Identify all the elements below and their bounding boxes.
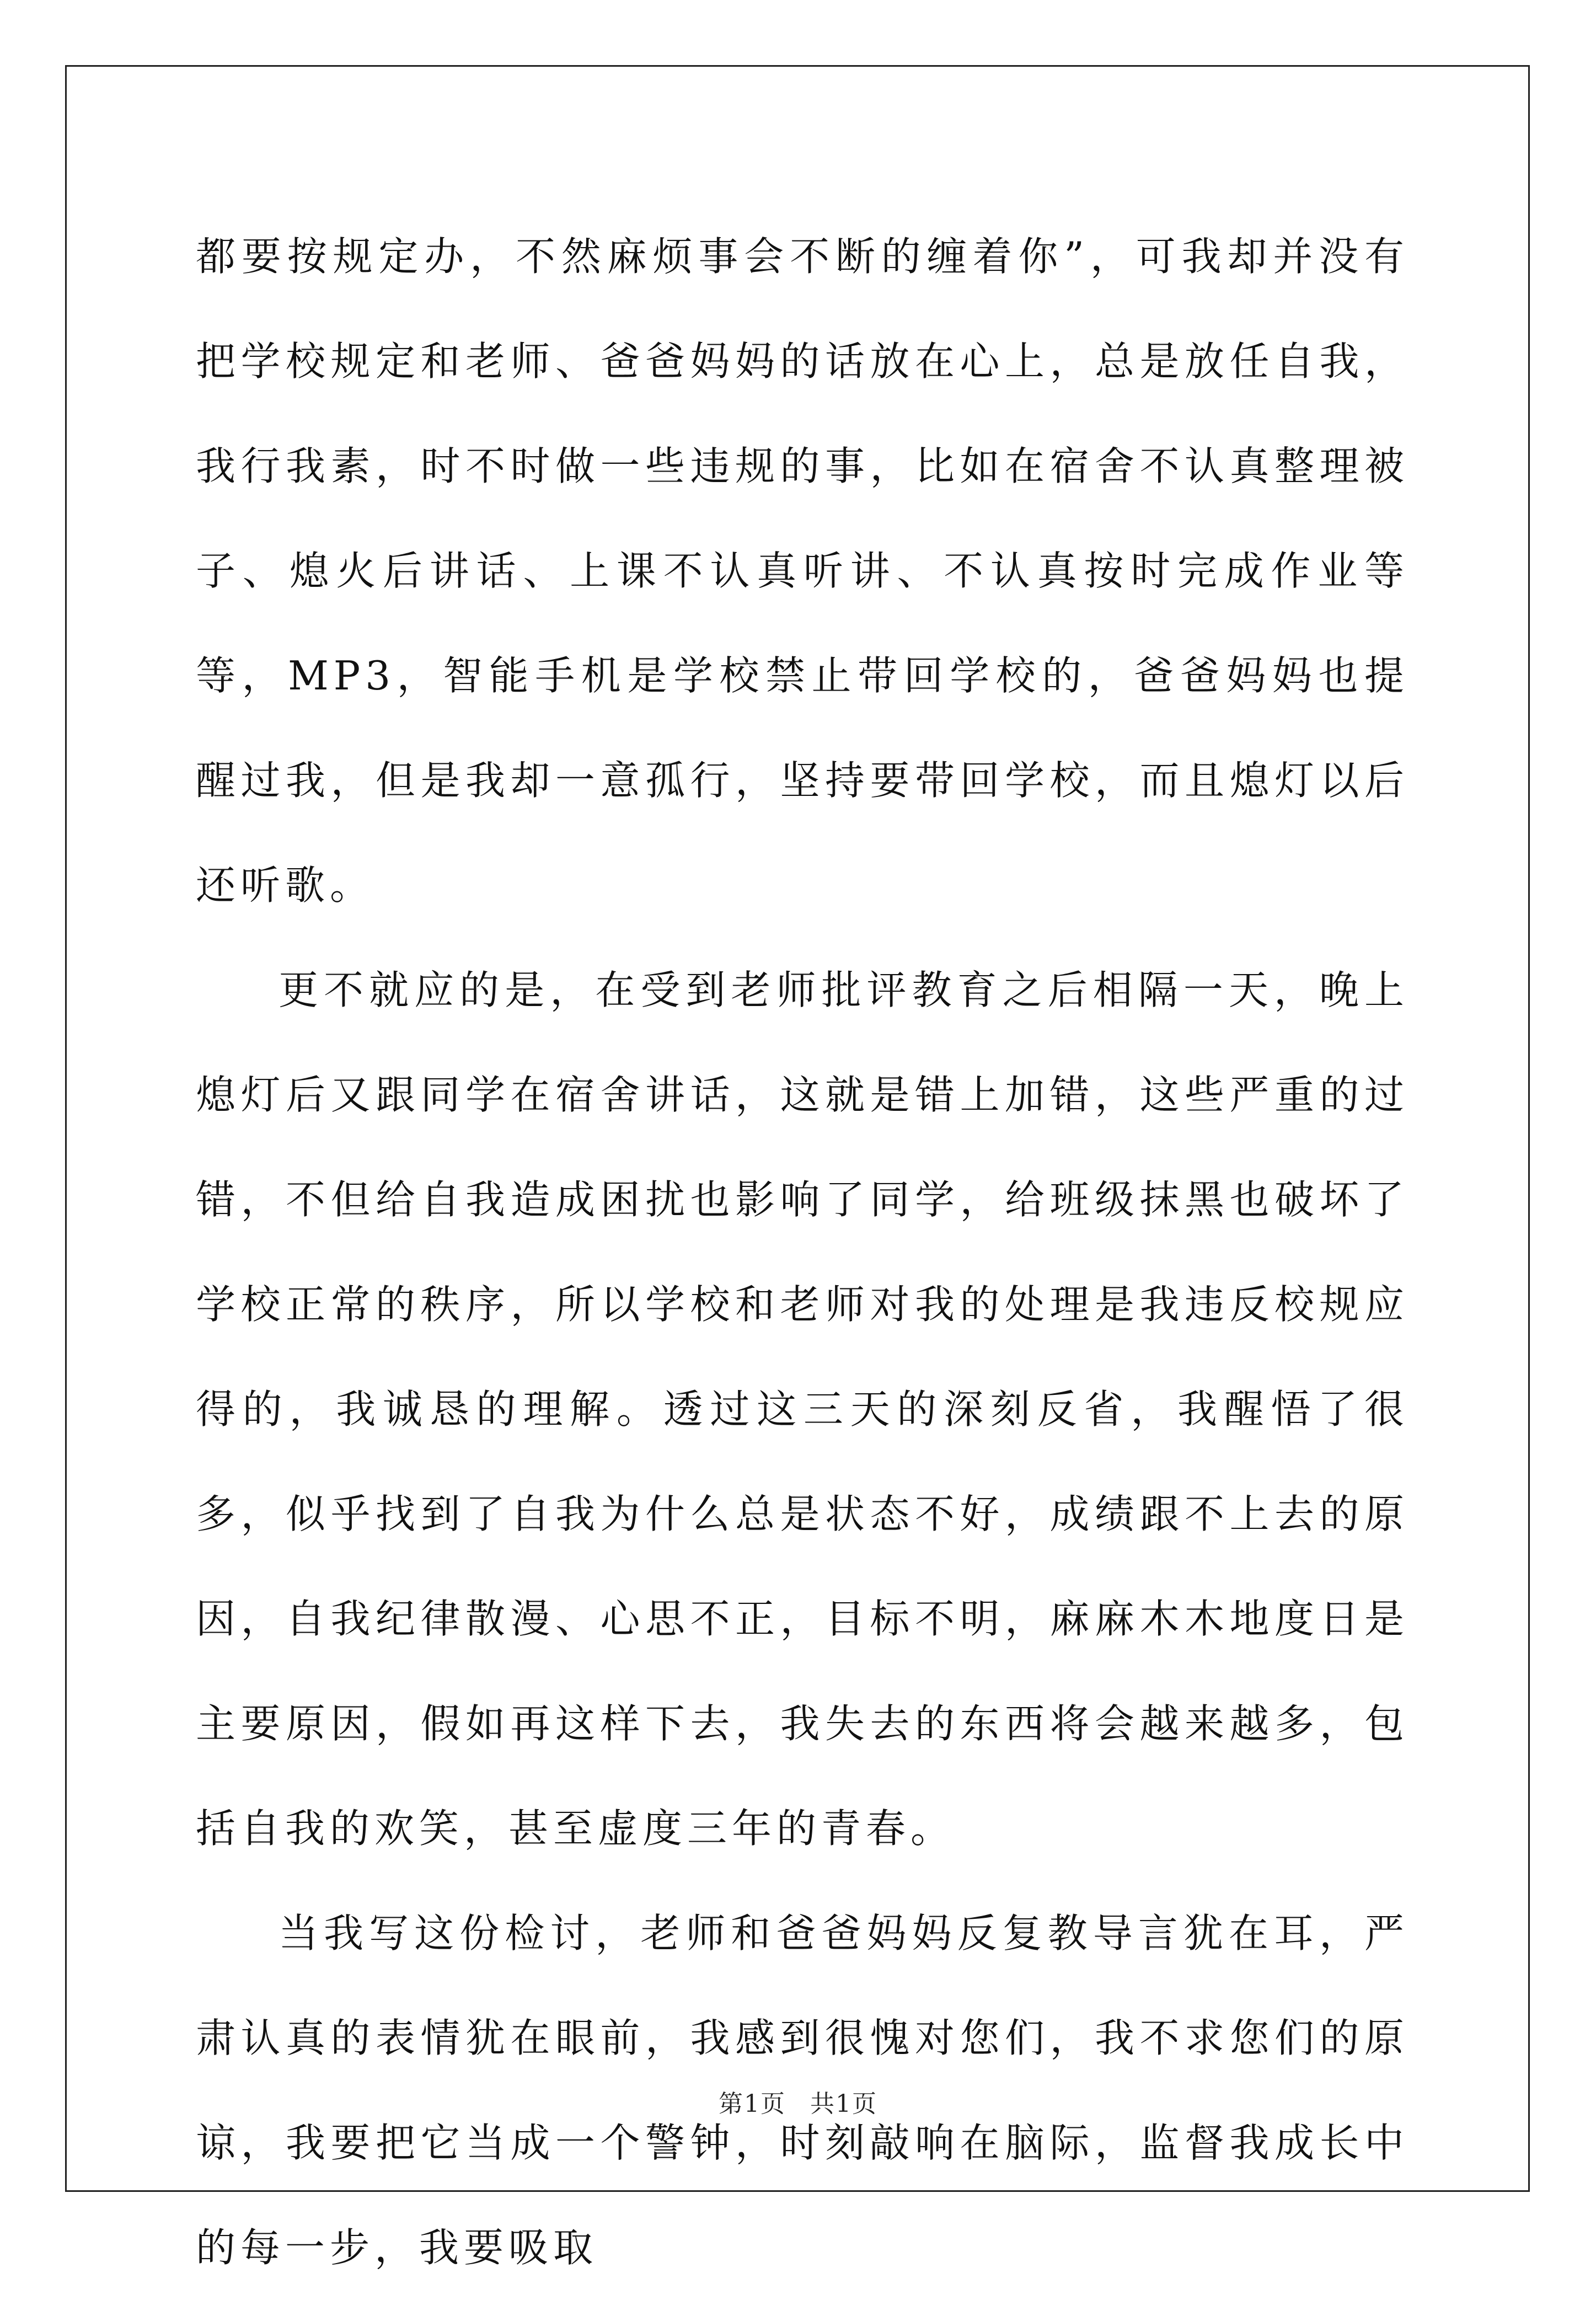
page-number-current: 第1页 [719,2090,786,2118]
page-number-total: 共1页 [810,2090,877,2118]
document-body [196,204,1409,2300]
page-footer [0,2084,1596,2119]
paragraph-2: 更不就应的是，在受到老师批评教育之后相隔一天，晚上熄灯后又跟同学在宿舍讲话，这就是错上加错，这些严重的过错，不但给自我造成困扰也影响了同学，给班级抹黑也破坏了学校正常的秩序，所以学校和老师对我的处理是我违反校规应得的，我诚恳的理解。透过这三天的深刻反省，我醒悟了很多，似乎找到了自我为什么总是状态不好，成绩跟不上去的原因，自我纪律散漫、心思不正，目标不明，麻麻木木地度日是主要原因，假如再这样下去，我失去的东西将会越来越多，包括自我的欢笑，甚至虚度三年的青春。 [196,967,1409,1852]
paragraph-1: 都要按规定办，不然麻烦事会不断的缠着你”，可我却并没有把学校规定和老师、爸爸妈妈的话放在心上，总是放任自我，我行我素，时不时做一些违规的事，比如在宿舍不认真整理被子、熄火后讲话、上课不认真听讲、不认真按时完成作业等等，MP3，智能手机是学校禁止带回学校的，爸爸妈妈也提醒过我，但是我却一意孤行，坚持要带回学校，而且熄灯以后还听歌。 [196,233,1409,908]
paragraph-3: 当我写这份检讨，老师和爸爸妈妈反复教导言犹在耳，严肃认真的表情犹在眼前，我感到很愧对您们，我不求您们的原谅，我要把它当成一个警钟，时刻敲响在脑际，监督我成长中的每一步，我要吸取 [196,1910,1409,2271]
